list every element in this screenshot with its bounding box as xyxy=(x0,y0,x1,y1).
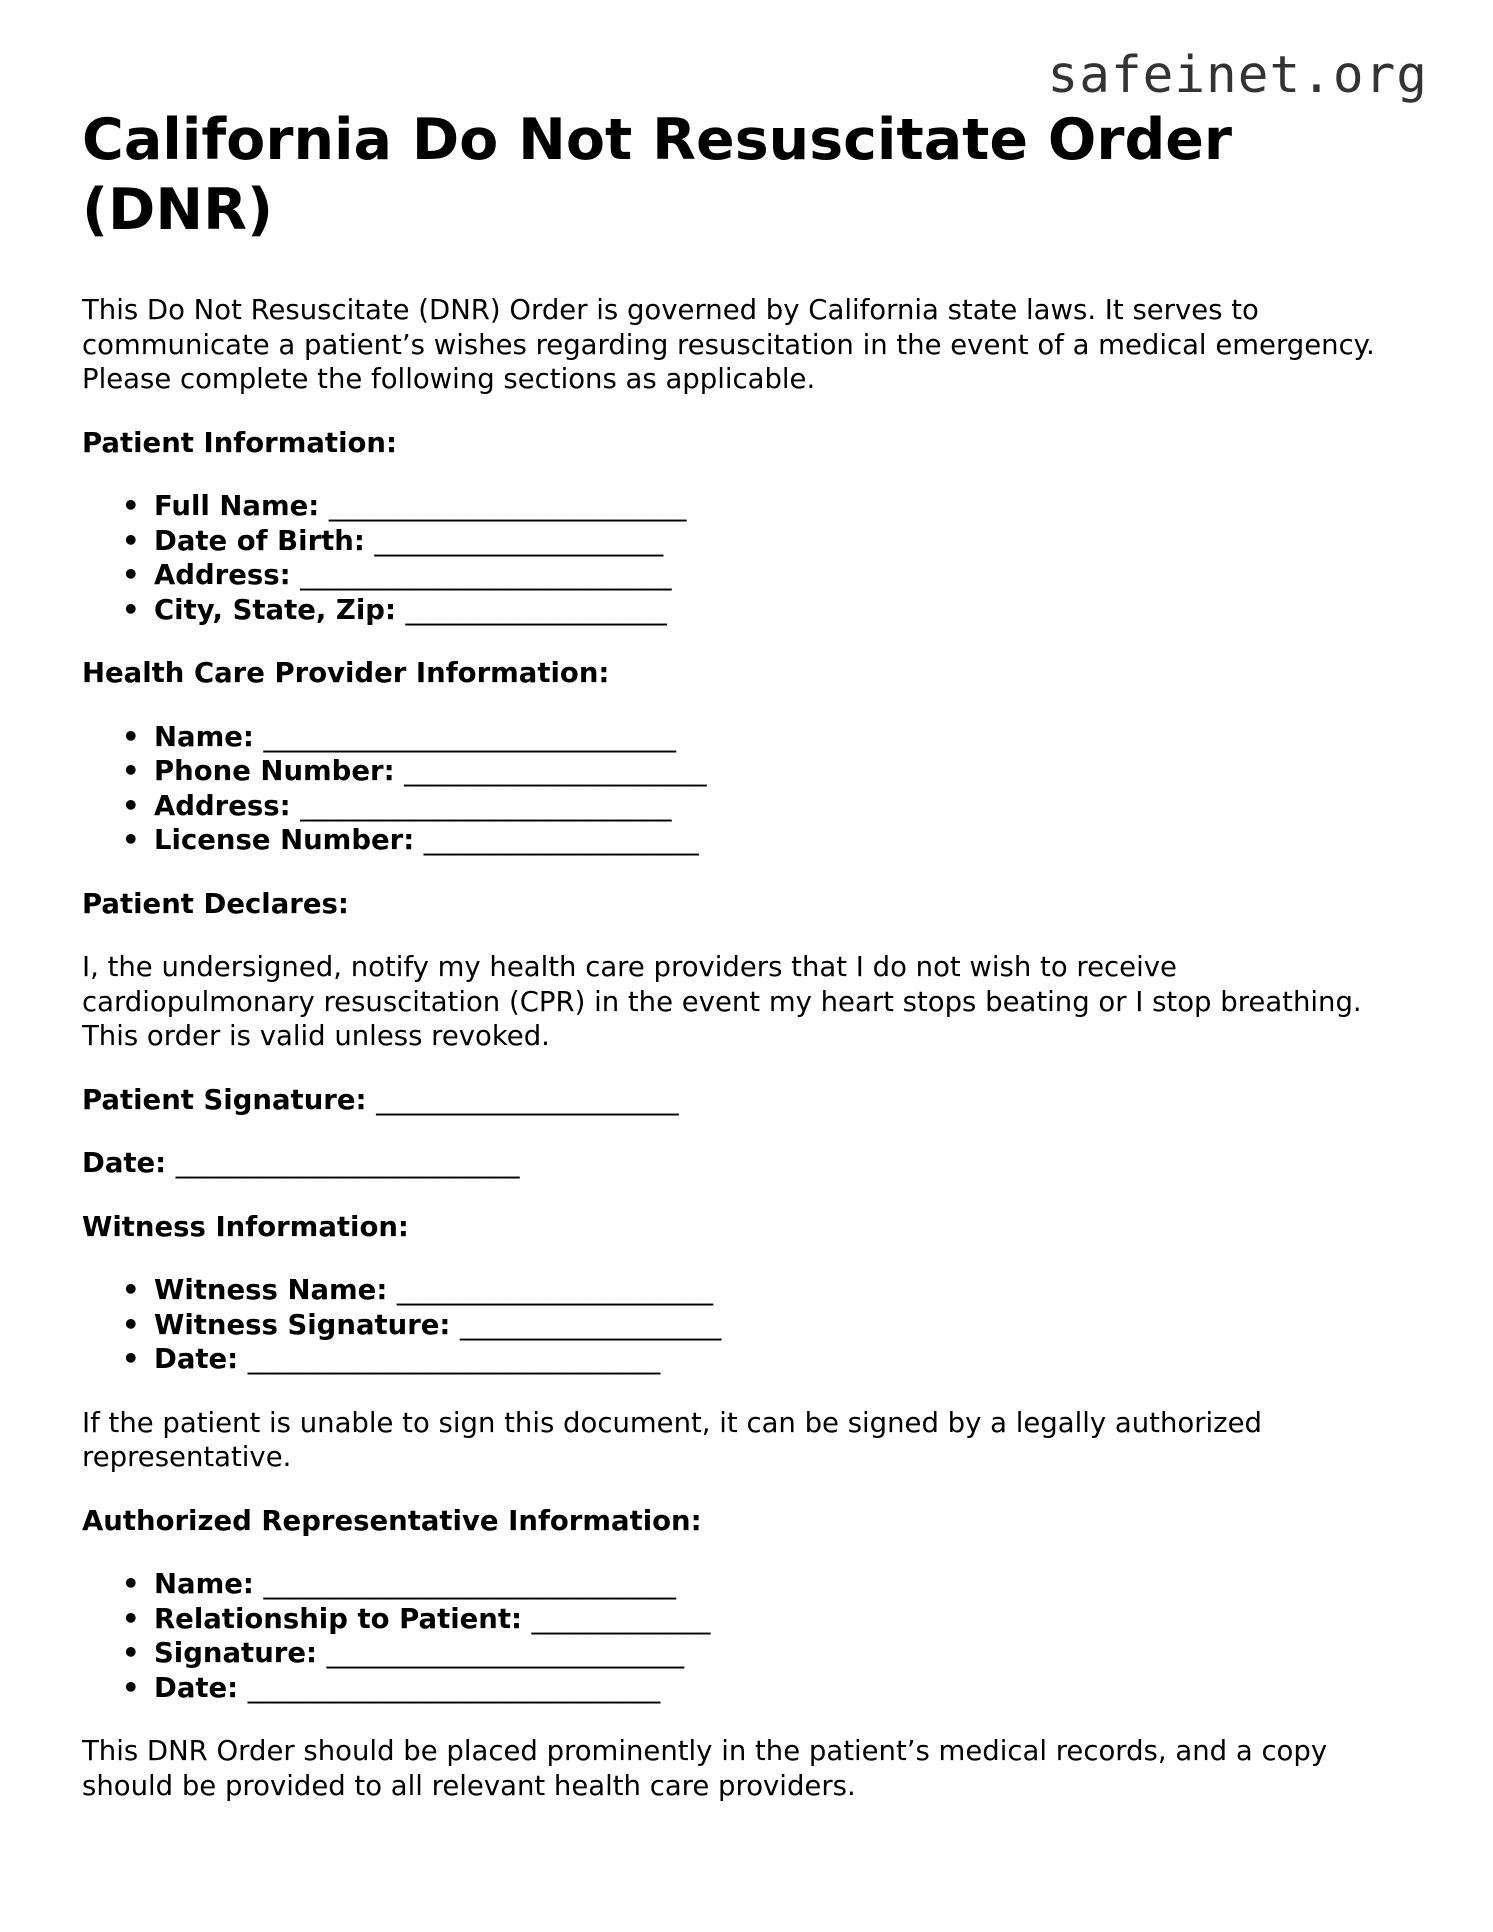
fill-blank[interactable]: ______________________________ xyxy=(247,1343,661,1375)
fill-blank[interactable]: _________________________ xyxy=(175,1147,520,1179)
fill-blank[interactable]: _______________________ xyxy=(396,1274,714,1306)
fill-blank[interactable]: _____________ xyxy=(531,1602,711,1635)
representative-relationship-field: • Relationship to Patient: _____________ xyxy=(154,1602,1412,1637)
patient-full-name-field: • Full Name: __________________________ xyxy=(154,489,1412,524)
fill-blank[interactable]: ___________________________ xyxy=(300,559,672,591)
fill-blank[interactable]: ____________________ xyxy=(423,824,699,856)
declaration-heading: Patient Declares: xyxy=(82,887,349,920)
witness-signature-field: • Witness Signature: ___________________ xyxy=(154,1308,1412,1343)
patient-signature-field: Patient Signature: ______________________ xyxy=(82,1083,679,1116)
declaration-text: I, the undersigned, notify my health care providers that I do not wish to receive cardiopulmonary resuscitation (CPR) in the event my heart stops beating or I stop breathing. This order is valid unless revoked. xyxy=(82,951,1362,1052)
witness-info-list xyxy=(82,1273,1412,1377)
fill-blank[interactable]: ______________________ xyxy=(404,755,707,787)
representative-info-list xyxy=(82,1567,1412,1705)
provider-info-heading: Health Care Provider Information: xyxy=(82,657,610,689)
document-title: California Do Not Resuscitate Order (DNR) xyxy=(82,107,1233,243)
provider-license-field: • License Number: ____________________ xyxy=(154,823,1412,858)
provider-phone-field: • Phone Number: ______________________ xyxy=(154,754,1412,789)
representative-date-field: • Date: ______________________________ xyxy=(154,1671,1412,1706)
patient-address-field: • Address: ___________________________ xyxy=(154,558,1412,593)
fill-blank[interactable]: ______________________ xyxy=(376,1083,679,1116)
representative-info-heading: Authorized Representative Information: xyxy=(82,1504,702,1537)
fill-blank[interactable]: ___________________ xyxy=(405,593,667,626)
fill-blank[interactable]: ___________________ xyxy=(460,1308,722,1341)
fill-blank[interactable]: ___________________________ xyxy=(300,789,672,822)
representative-signature-field: • Signature: __________________________ xyxy=(154,1636,1412,1671)
witness-date-field: • Date: ______________________________ xyxy=(154,1342,1412,1377)
fill-blank[interactable]: __________________________ xyxy=(326,1637,685,1669)
document-page xyxy=(82,105,1412,1832)
patient-info-heading: Patient Information: xyxy=(82,426,397,459)
representative-note: If the patient is unable to sign this document, it can be signed by a legally authorized representative. xyxy=(82,1406,1262,1473)
provider-info-list xyxy=(82,720,1412,858)
closing-paragraph: This DNR Order should be placed prominently in the patient’s medical records, and a copy should be provided to all relevant health care providers. xyxy=(82,1735,1328,1802)
witness-name-field: • Witness Name: _______________________ xyxy=(154,1273,1412,1308)
witness-info-heading: Witness Information: xyxy=(82,1210,409,1243)
patient-date-field: Date: _________________________ xyxy=(82,1147,520,1179)
provider-address-field: • Address: ___________________________ xyxy=(154,789,1412,824)
fill-blank[interactable]: __________________________ xyxy=(328,490,687,522)
fill-blank[interactable]: ______________________________ xyxy=(263,1568,676,1600)
patient-dob-field: • Date of Birth: _____________________ xyxy=(154,524,1412,559)
fill-blank[interactable]: _____________________ xyxy=(374,524,664,557)
fill-blank[interactable]: ______________________________ xyxy=(247,1671,661,1704)
provider-name-field: • Name: ______________________________ xyxy=(154,720,1412,755)
representative-name-field: • Name: ______________________________ xyxy=(154,1567,1412,1602)
intro-paragraph: This Do Not Resuscitate (DNR) Order is governed by California state laws. It serves to communicate a patient’s wishes regarding resuscitation in the event of a medical emergency. Please complete the following sections as applicable. xyxy=(82,294,1375,395)
watermark: safeinet.org xyxy=(1047,46,1428,105)
patient-info-list xyxy=(82,489,1412,627)
patient-city-state-zip-field: • City, State, Zip: ___________________ xyxy=(154,593,1412,628)
fill-blank[interactable]: ______________________________ xyxy=(263,720,676,753)
